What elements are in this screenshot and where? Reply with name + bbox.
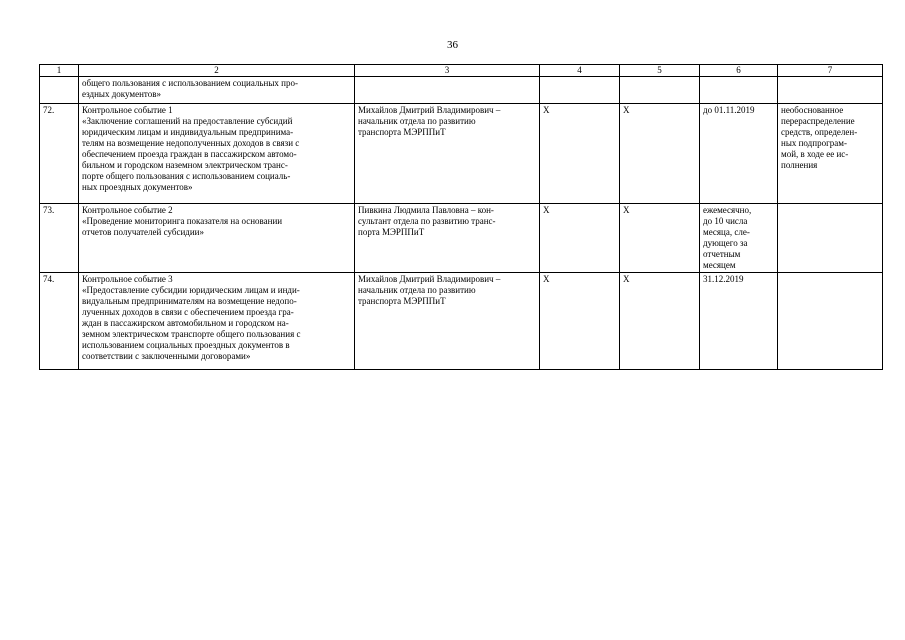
row-number xyxy=(40,77,79,104)
responsible-line: сультант отдела по развитию транс- xyxy=(358,216,496,226)
event-line: порте общего пользования с использованием социаль- xyxy=(82,171,291,181)
event-line: ждан в пассажирском автомобильном и городском на- xyxy=(82,318,289,328)
header-col-4: 4 xyxy=(540,65,620,77)
event-line: «Заключение соглашений на предоставление субсидий xyxy=(82,116,293,126)
event-line: «Предоставление субсидии юридическим лицам и инди- xyxy=(82,285,300,295)
deadline-line: месяцем xyxy=(703,260,736,270)
responsible-line: Пивкина Людмила Павловна – кон- xyxy=(358,205,494,215)
header-col-6: 6 xyxy=(700,65,778,77)
event-line: бильном и городском наземном электрическом транс- xyxy=(82,160,288,170)
responsible-line: порта МЭРППиТ xyxy=(358,227,425,237)
plan-table xyxy=(39,64,883,370)
table-row-73 xyxy=(40,204,883,273)
row-number: 73. xyxy=(40,204,79,273)
header-col-1: 1 xyxy=(40,65,79,77)
event-line: ных проездных документов» xyxy=(82,182,193,192)
event-line: отчетов получателей субсидии» xyxy=(82,227,204,237)
deadline-line: отчетным xyxy=(703,249,741,259)
header-col-5: 5 xyxy=(620,65,700,77)
risk-line: ных подпрограм- xyxy=(781,138,847,148)
event-line: лученных доходов в связи с обеспечением проезда гра- xyxy=(82,307,294,317)
deadline-line: ежемесячно, xyxy=(703,205,752,215)
col4-cell: Х xyxy=(540,204,620,273)
col4-cell: Х xyxy=(540,273,620,370)
risk-line: мой, в ходе ее ис- xyxy=(781,149,849,159)
event-cell xyxy=(79,204,355,273)
responsible-line: Михайлов Дмитрий Владимирович – xyxy=(358,105,501,115)
risk-cell xyxy=(778,104,883,204)
responsible-line: Михайлов Дмитрий Владимирович – xyxy=(358,274,501,284)
event-line: ездных документов» xyxy=(82,89,161,99)
responsible-line: начальник отдела по развитию xyxy=(358,285,476,295)
deadline-line: до 01.11.2019 xyxy=(703,105,755,115)
deadline-line: дующего за xyxy=(703,238,748,248)
deadline-line: 31.12.2019 xyxy=(703,274,744,284)
responsible-cell xyxy=(355,204,540,273)
event-line: Контрольное событие 2 xyxy=(82,205,173,215)
header-col-7: 7 xyxy=(778,65,883,77)
risk-cell xyxy=(778,77,883,104)
event-line: Контрольное событие 3 xyxy=(82,274,173,284)
event-line: «Проведение мониторинга показателя на основании xyxy=(82,216,283,226)
risk-line: необоснованное xyxy=(781,105,844,115)
responsible-line: начальник отдела по развитию xyxy=(358,116,476,126)
col5-cell: Х xyxy=(620,104,700,204)
col5-cell xyxy=(620,77,700,104)
event-line: Контрольное событие 1 xyxy=(82,105,173,115)
event-line: обеспечением проезда граждан в пассажирском автомо- xyxy=(82,149,297,159)
event-cell xyxy=(79,104,355,204)
event-line: соответствии с заключенными договорами» xyxy=(82,351,251,361)
deadline-line: месяца, сле- xyxy=(703,227,750,237)
row-number: 72. xyxy=(40,104,79,204)
event-line: общего пользования с использованием социальных про- xyxy=(82,78,298,88)
col5-cell: Х xyxy=(620,204,700,273)
responsible-line: транспорта МЭРППиТ xyxy=(358,296,446,306)
table-row-72 xyxy=(40,104,883,204)
risk-cell xyxy=(778,204,883,273)
deadline-cell xyxy=(700,204,778,273)
header-row xyxy=(40,65,883,77)
table-row-74 xyxy=(40,273,883,370)
event-line: телям на возмещение недополученных доходов в связи с xyxy=(82,138,300,148)
risk-line: средств, определен- xyxy=(781,127,858,137)
event-line: юридическим лицам и индивидуальным предпринима- xyxy=(82,127,294,137)
col4-cell xyxy=(540,77,620,104)
col5-cell: Х xyxy=(620,273,700,370)
table-row-continuation xyxy=(40,77,883,104)
risk-line: полнения xyxy=(781,160,818,170)
deadline-cell xyxy=(700,77,778,104)
risk-line: перераспределение xyxy=(781,116,855,126)
event-line: использованием социальных проездных документов в xyxy=(82,340,290,350)
responsible-cell xyxy=(355,104,540,204)
responsible-line: транспорта МЭРППиТ xyxy=(358,127,446,137)
header-col-3: 3 xyxy=(355,65,540,77)
header-col-2: 2 xyxy=(79,65,355,77)
col4-cell: Х xyxy=(540,104,620,204)
event-cell xyxy=(79,77,355,104)
event-line: видуальным предпринимателям на возмещение недопо- xyxy=(82,296,297,306)
deadline-line: до 10 числа xyxy=(703,216,748,226)
page-number: 36 xyxy=(447,39,458,51)
risk-cell xyxy=(778,273,883,370)
deadline-cell xyxy=(700,104,778,204)
responsible-cell xyxy=(355,273,540,370)
row-number: 74. xyxy=(40,273,79,370)
deadline-cell xyxy=(700,273,778,370)
responsible-cell xyxy=(355,77,540,104)
event-cell xyxy=(79,273,355,370)
event-line: земном электрическом транспорте общего пользования с xyxy=(82,329,301,339)
